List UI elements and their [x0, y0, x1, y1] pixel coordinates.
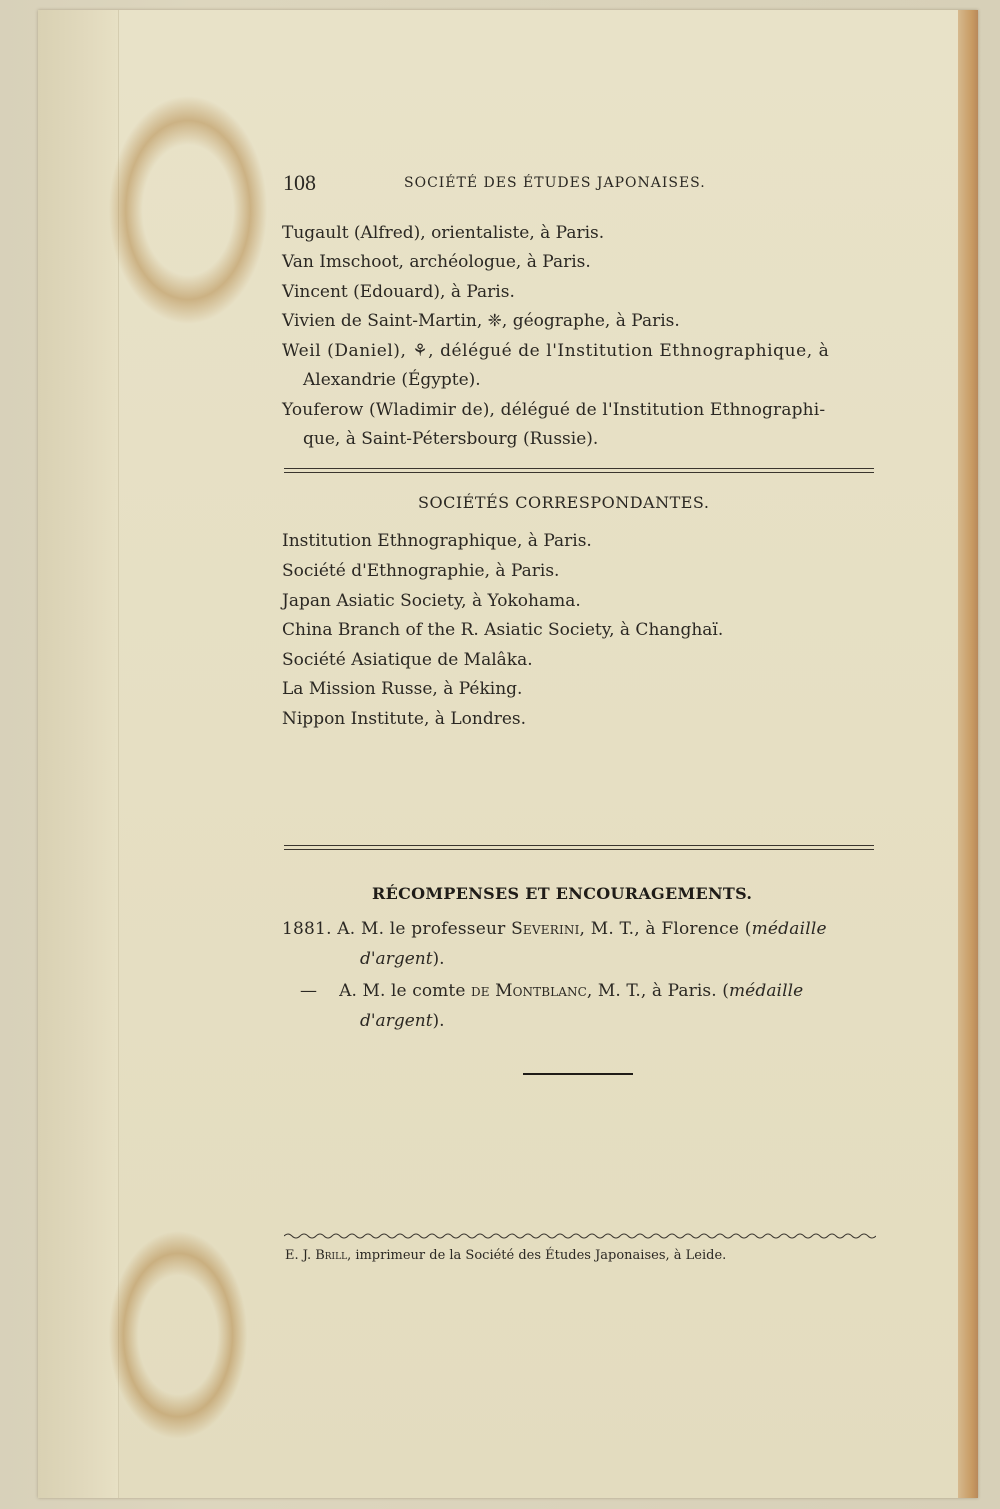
member-line: Alexandrie (Égypte).	[303, 370, 481, 390]
reward-year: 1881.	[282, 919, 332, 939]
reward-medal: d'argent	[360, 1011, 433, 1031]
reward-text: ).	[432, 1011, 445, 1031]
correspondant-line: La Mission Russe, à Péking.	[282, 679, 523, 699]
page-binding	[38, 10, 119, 1498]
reward-entry	[282, 918, 827, 940]
member-line: que, à Saint-Pétersbourg (Russie).	[303, 429, 599, 449]
printer-name: E. J. Brill	[285, 1248, 348, 1263]
printer-text: , imprimeur de la Société des Études Japonaises, à Leide.	[347, 1248, 727, 1263]
correspondant-line: Nippon Institute, à Londres.	[282, 709, 527, 729]
correspondant-line: Institution Ethnographique, à Paris.	[282, 531, 592, 551]
running-title: SOCIÉTÉ DES ÉTUDES JAPONAISES.	[404, 175, 706, 191]
reward-medal: médaille	[751, 919, 827, 939]
member-line: Tugault (Alfred), orientaliste, à Paris.	[282, 223, 605, 243]
member-line: Van Imschoot, archéologue, à Paris.	[282, 252, 591, 272]
correspondant-line: China Branch of the R. Asiatic Society, à Changhaï.	[282, 620, 724, 640]
reward-text: , M. T., à Paris. (	[586, 981, 729, 1001]
double-rule	[284, 468, 874, 473]
reward-entry-continuation	[360, 1010, 445, 1032]
member-line: Youferow (Wladimir de), délégué de l'Institution Ethnographi-	[282, 400, 826, 420]
member-line: Vincent (Edouard), à Paris.	[282, 282, 515, 302]
double-rule	[284, 845, 874, 850]
correspondant-line: Société d'Ethnographie, à Paris.	[282, 561, 560, 581]
reward-text: ).	[432, 949, 445, 969]
closing-rule	[523, 1073, 633, 1075]
reward-text: , M. T., à Florence (	[579, 919, 752, 939]
water-stain-top	[108, 95, 268, 325]
section-title-correspondants: SOCIÉTÉS CORRESPONDANTES.	[418, 493, 710, 512]
reward-text: A. M. le comte	[339, 981, 466, 1001]
printer-footer	[285, 1248, 726, 1263]
page-number: 108	[283, 170, 316, 195]
reward-medal: d'argent	[360, 949, 433, 969]
reward-text: A. M. le professeur	[337, 919, 506, 939]
section-title-recompenses: RÉCOMPENSES ET ENCOURAGEMENTS.	[372, 884, 753, 903]
reward-recipient: de Montblanc	[471, 981, 587, 1001]
reward-recipient: Severini	[511, 919, 580, 939]
page-edge	[958, 10, 978, 1498]
correspondant-line: Société Asiatique de Malâka.	[282, 650, 533, 670]
correspondant-line: Japan Asiatic Society, à Yokohama.	[282, 591, 581, 611]
reward-entry	[300, 980, 803, 1002]
member-line: Weil (Daniel), ⚘, délégué de l'Institution Ethnographique, à	[282, 341, 830, 361]
reward-medal: médaille	[728, 981, 804, 1001]
reward-dash: —	[300, 981, 318, 1001]
wavy-rule	[284, 1232, 876, 1240]
water-stain-bottom	[108, 1230, 248, 1440]
member-line: Vivien de Saint-Martin, ❈, géographe, à Paris.	[282, 311, 680, 331]
reward-entry-continuation	[360, 948, 445, 970]
